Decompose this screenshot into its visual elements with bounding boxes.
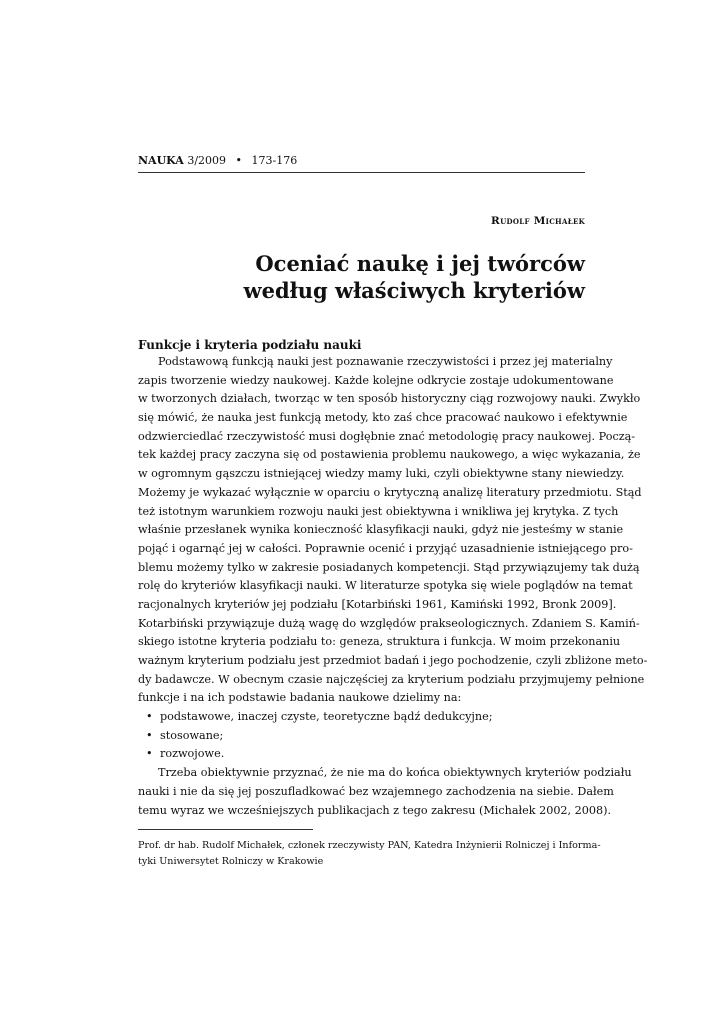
author-name: Rudolf Michałek (491, 215, 585, 227)
title-line-1: Oceniać naukę i jej twórców (255, 251, 585, 276)
list-item-text: podstawowe, inaczej czyste, teoretyczne bądź dedukcyjne; (160, 710, 493, 724)
footnote-line: Prof. dr hab. Rudolf Michałek, członek rzeczywisty PAN, Katedra Inżynierii Rolniczej i Informa- (138, 840, 601, 851)
body-line: pojąć i ogarnąć jej w całości. Poprawnie ocenić i przyjąć uzasadnienie istniejącego pro- (138, 541, 633, 555)
body-line: właśnie przesłanek wynika konieczność klasyfikacji nauki, gdyż nie jesteśmy w stanie (138, 523, 624, 537)
header-rule (138, 172, 585, 173)
body-line: dy badawcze. W obecnym czasie najczęściej za kryterium podziału przyjmujemy pełnione (138, 672, 645, 686)
body-line: w tworzonych działach, tworząc w ten sposób historyczny ciąg rozwojowy nauki. Zwykło (138, 392, 641, 406)
bullet-symbol: • (146, 710, 153, 724)
body-line: zapis tworzenie wiedzy naukowej. Każde kolejne odkrycie zostaje udokumentowane (138, 373, 614, 387)
title-line-2: według właściwych kryteriów (243, 278, 585, 303)
section-heading: Funkcje i kryteria podziału nauki (138, 338, 362, 352)
list-item (138, 708, 585, 727)
body-line: temu wyraz we wcześniejszych publikacjach z tego zakresu (Michałek 2002, 2008). (138, 803, 612, 817)
bullet-symbol: • (146, 728, 153, 742)
body-line: Możemy je wykazać wyłącznie w oparciu o krytyczną analizę literatury przedmiotu. Stąd (138, 485, 642, 499)
body-line: Trzeba obiektywnie przyznać, że nie ma do końca obiektywnych kryteriów podziału (158, 766, 632, 780)
article-title (138, 250, 585, 304)
list-item (138, 727, 585, 746)
body-line: ważnym kryterium podziału jest przedmiot badań i jego pochodzenie, czyli zbliżone meto- (138, 654, 648, 667)
body-line: nauki i nie da się jej poszufladkować bez wzajemnego zachodzenia na siebie. Dałem (138, 784, 614, 798)
list-item (138, 745, 585, 764)
body-line: rolę do kryteriów klasyfikacji nauki. W literaturze spotyka się wiele poglądów na temat (138, 579, 633, 593)
body-line: Podstawową funkcją nauki jest poznawanie rzeczywistości i przez jej materialny (158, 355, 613, 368)
body-line: tek każdej pracy zaczyna się od postawienia problemu naukowego, a więc wykazania, że (138, 448, 641, 462)
body-line: Kotarbiński przywiązuje dużą wagę do względów prakseologicznych. Zdaniem S. Kamiń- (138, 616, 640, 630)
body-line: blemu możemy tylko w zakresie posiadanych kompetencji. Stąd przywiązujemy tak dużą (138, 560, 640, 574)
journal-header (138, 154, 585, 168)
body-line: racjonalnych kryteriów jej podziału [Kotarbiński 1961, Kamiński 1992, Bronk 2009]. (138, 597, 617, 611)
footnote (138, 838, 601, 870)
body-line: też istotnym warunkiem rozwoju nauki jest obiektywna i wnikliwa jej krytyka. Z tych (138, 504, 619, 518)
journal-pages: 173-176 (251, 154, 298, 167)
list-item-text: rozwojowe. (160, 747, 225, 761)
list-item-text: stosowane; (160, 728, 224, 742)
header-bullet: • (235, 154, 243, 167)
body-line: odzwierciedlać rzeczywistość musi dogłębnie znać metodologię pracy naukowej. Począ- (138, 429, 636, 443)
article-body (138, 353, 648, 820)
footnote-rule (138, 829, 313, 830)
body-line: się mówić, że nauka jest funkcją metody, kto zaś chce pracować naukowo i efektywnie (138, 411, 628, 425)
body-line: skiego istotne kryteria podziału to: geneza, struktura i funkcja. W moim przekonaniu (138, 635, 621, 649)
footnote-line: tyki Uniwersytet Rolniczy w Krakowie (138, 856, 324, 867)
body-line: funkcje i na ich podstawie badania naukowe dzielimy na: (138, 691, 462, 705)
bullet-symbol: • (146, 747, 153, 761)
journal-name: NAUKA (138, 154, 184, 167)
journal-issue: 3/2009 (187, 154, 227, 167)
body-line: w ogromnym gąszczu istniejącej wiedzy mamy luki, czyli obiektywne stany niewiedzy. (138, 467, 625, 481)
